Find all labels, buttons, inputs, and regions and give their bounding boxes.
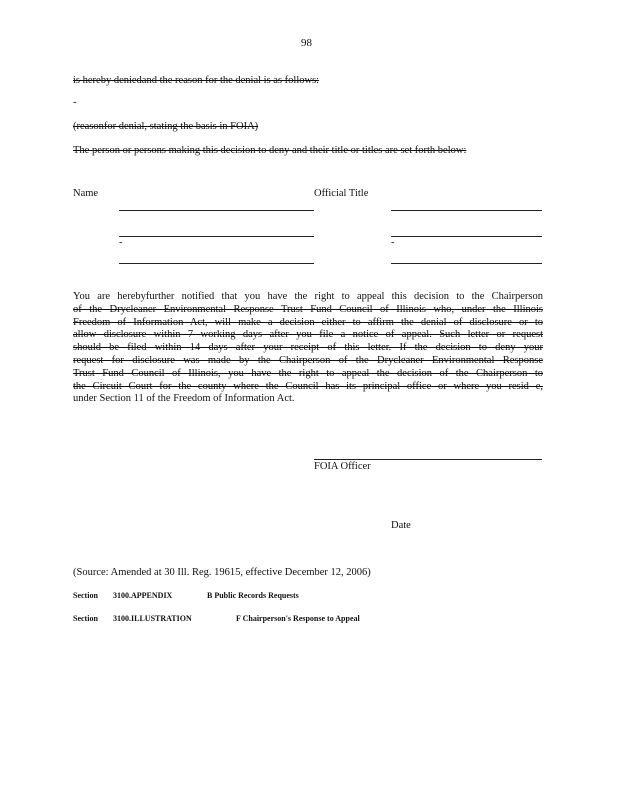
- page-number: 98: [301, 37, 312, 49]
- decision-makers-line: The person or persons making this decision to deny and their title or titles are set forth below:: [73, 145, 467, 156]
- paragraph-line: allow disclosure within 7 working days after you file a notice of appeal. Such letter or request: [73, 329, 543, 341]
- section-number: 3100.APPENDIX: [113, 591, 173, 600]
- paragraph-line: Freedom of Information Act, will make a decision either to affirm the denial of disclosure or to: [73, 316, 543, 328]
- title-line-2: [391, 236, 542, 237]
- official-title-label: Official Title: [314, 188, 369, 199]
- name-line-3: [119, 263, 314, 264]
- appeal-paragraph: [73, 291, 543, 406]
- paragraph-line: Trust Fund Council of Illinois, you have the right to appeal the decision of the Chairperson to: [73, 367, 543, 379]
- source-note: (Source: Amended at 30 Ill. Reg. 19615, effective December 12, 2006): [73, 567, 371, 578]
- paragraph-line: the Circuit Court for the county where the Council has its principal office or where you resid e,: [73, 380, 543, 392]
- denial-line: is hereby deniedand the reason for the denial is as follows:: [73, 75, 320, 86]
- paragraph-line: should be filed within 14 days after your receipt of this letter. If the decision to deny your: [73, 342, 543, 354]
- name-label: Name: [73, 188, 99, 199]
- section-label: Section: [73, 614, 98, 623]
- section-title: F Chairperson's Response to Appeal: [236, 614, 360, 623]
- paragraph-line: under Section 11 of the Freedom of Information Act.: [73, 393, 295, 405]
- name-line-2: [119, 236, 314, 237]
- section-title: B Public Records Requests: [207, 591, 299, 600]
- foia-officer-label: FOIA Officer: [314, 461, 371, 472]
- title-line-3: [391, 263, 542, 264]
- name-line-1: [119, 210, 314, 211]
- denial-bullet: -: [73, 97, 77, 108]
- denial-reason-line: (reasonfor denial, stating the basis in FOIA): [73, 121, 259, 132]
- paragraph-line: You are herebyfurther notified that you have the right to appeal this decision to the Chairperson: [73, 291, 543, 302]
- title-dash: -: [391, 237, 395, 248]
- paragraph-line: request for disclosure was made by the Chairperson of the Drycleaner Environmental Response: [73, 354, 543, 366]
- name-dash: -: [119, 237, 123, 248]
- paragraph-line: of the Drycleaner Environmental Response Trust Fund Council of Illinois who, under the Illinois: [73, 303, 543, 315]
- date-label: Date: [391, 520, 411, 531]
- title-line-1: [391, 210, 542, 211]
- section-label: Section: [73, 591, 98, 600]
- section-number: 3100.ILLUSTRATION: [113, 614, 192, 623]
